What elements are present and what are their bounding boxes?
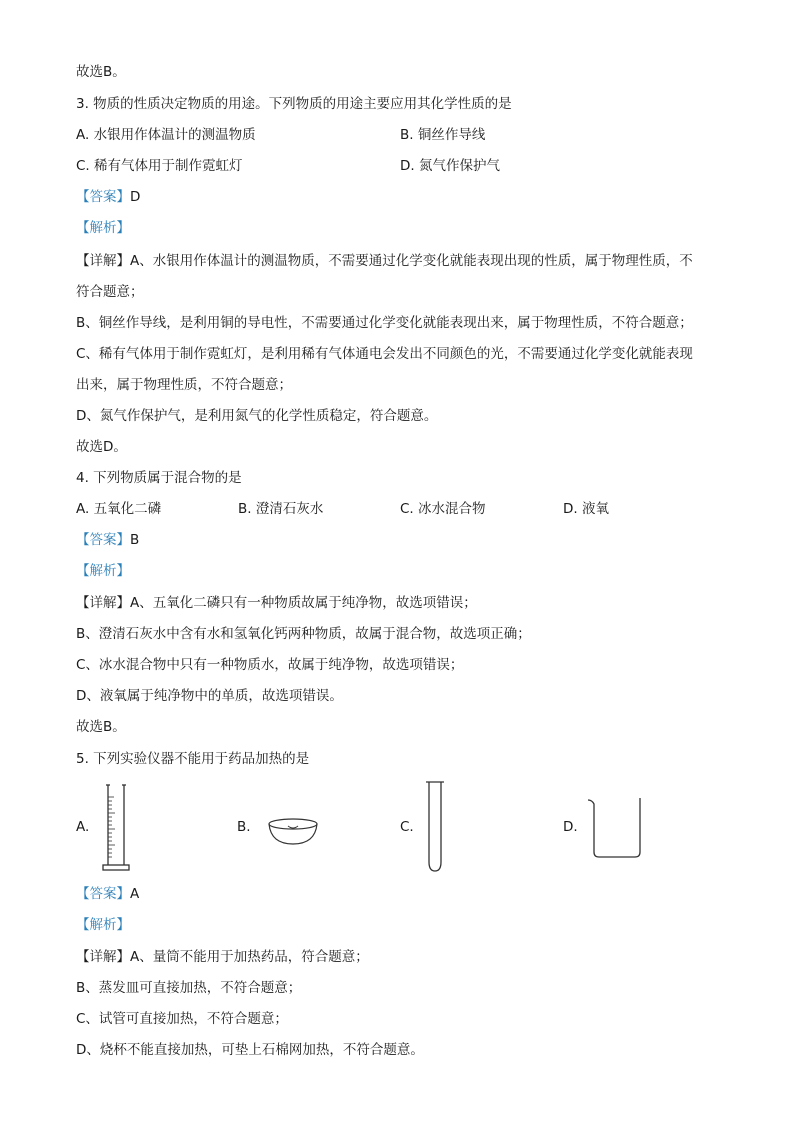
- q4-option-b: B. 澄清石灰水: [238, 501, 324, 517]
- q4-option-d: D. 液氧: [563, 501, 609, 517]
- q3-detail-line-6: D、氮气作保护气，是利用氮气的化学性质稳定，符合题意。: [76, 408, 438, 424]
- q4-answer-label: 【答案】: [76, 532, 130, 548]
- q5-option-a-label: A.: [76, 819, 90, 835]
- q4-detail-label: 【详解】: [76, 595, 130, 611]
- q4-detail-line-2: B、澄清石灰水中含有水和氢氧化钙两种物质，故属于混合物，故选项正确；: [76, 626, 531, 642]
- q3-answer: [76, 187, 140, 207]
- q3-detail-line-2: 符合题意；: [76, 284, 144, 300]
- q3-option-d: D. 氮气作保护气: [400, 158, 500, 174]
- q3-detail-line-5: 出来，属于物理性质，不符合题意；: [76, 377, 292, 393]
- q3-stem: 3. 物质的性质决定物质的用途。下列物质的用途主要应用其化学性质的是: [76, 96, 512, 112]
- q4-option-a: A. 五氧化二磷: [76, 501, 162, 517]
- q4-conclusion: 故选B。: [76, 719, 126, 735]
- beaker-icon: [586, 796, 644, 860]
- q5-detail-line-1: 【详解】A、量筒不能用于加热药品，符合题意；: [76, 949, 369, 965]
- q3-option-a: A. 水银用作体温计的测温物质: [76, 127, 256, 143]
- q5-detail-line-3: C、试管可直接加热，不符合题意；: [76, 1011, 288, 1027]
- q3-detail-line-3: B、铜丝作导线，是利用铜的导电性，不需要通过化学变化就能表现出来，属于物理性质，不符合题意；: [76, 315, 693, 331]
- q5-detail-label: 【详解】: [76, 949, 130, 965]
- q2-conclusion: 故选B。: [76, 64, 126, 80]
- q5-answer-value: A: [130, 886, 140, 902]
- q5-answer-label: 【答案】: [76, 886, 130, 902]
- q5-option-b-label: B.: [237, 819, 251, 835]
- q3-detail-line-1: 【详解】A、水银用作体温计的测温物质，不需要通过化学变化就能表现出现的性质，属于物理性质，不: [76, 253, 693, 269]
- q4-detail-line-4: D、液氧属于纯净物中的单质，故选项错误。: [76, 688, 343, 704]
- q3-conclusion: 故选D。: [76, 439, 127, 455]
- test-tube-icon: [424, 780, 446, 874]
- q5-detail-line-2: B、蒸发皿可直接加热，不符合题意；: [76, 980, 302, 996]
- q3-option-c: C. 稀有气体用于制作霓虹灯: [76, 158, 243, 174]
- q4-answer: [76, 530, 139, 550]
- q3-detail-label: 【详解】: [76, 253, 130, 269]
- q5-answer: [76, 884, 139, 904]
- q5-stem: 5. 下列实验仪器不能用于药品加热的是: [76, 751, 310, 767]
- q4-analysis-label: 【解析】: [76, 563, 130, 579]
- q3-answer-label: 【答案】: [76, 189, 130, 205]
- q5-analysis-label: 【解析】: [76, 917, 130, 933]
- q5-option-d-label: D.: [563, 819, 578, 835]
- q3-option-b: B. 铜丝作导线: [400, 127, 486, 143]
- q4-detail-line-3: C、冰水混合物中只有一种物质水，故属于纯净物，故选项错误；: [76, 657, 464, 673]
- q4-option-c: C. 冰水混合物: [400, 501, 486, 517]
- q4-answer-value: B: [130, 532, 140, 548]
- evaporating-dish-icon: [266, 814, 320, 848]
- q3-detail-line-4: C、稀有气体用于制作霓虹灯，是利用稀有气体通电会发出不同颜色的光，不需要通过化学变化就能表现: [76, 346, 693, 362]
- q3-answer-value: D: [130, 189, 141, 205]
- q5-detail-line-4: D、烧杯不能直接加热，可垫上石棉网加热，不符合题意。: [76, 1042, 424, 1058]
- q5-option-c-label: C.: [400, 819, 414, 835]
- q4-stem: 4. 下列物质属于混合物的是: [76, 470, 242, 486]
- q3-analysis-label: 【解析】: [76, 220, 130, 236]
- q4-detail-line-1: 【详解】A、五氧化二磷只有一种物质故属于纯净物，故选项错误；: [76, 595, 477, 611]
- graduated-cylinder-icon: [100, 783, 134, 873]
